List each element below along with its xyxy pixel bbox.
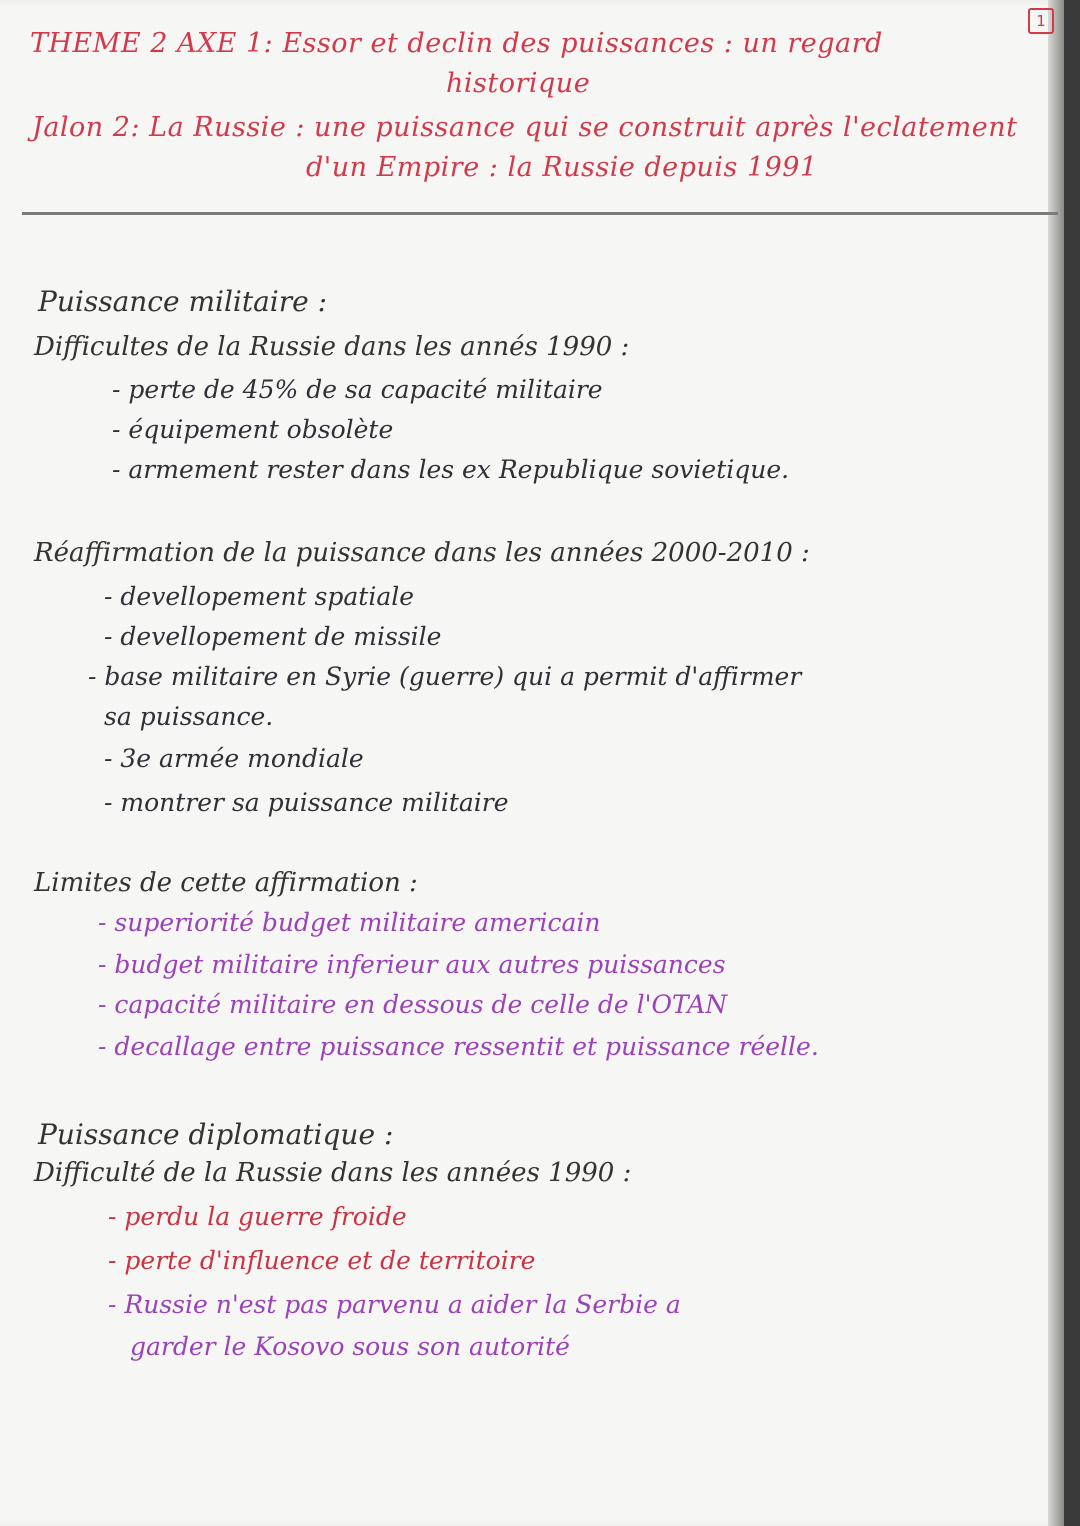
list-item: garder le Kosovo sous son autorité — [130, 1332, 570, 1361]
header-empire-line: d'un Empire : la Russie depuis 1991 — [306, 152, 818, 183]
list-item: - decallage entre puissance ressentit et puissance réelle. — [98, 1032, 819, 1061]
list-item: sa puissance. — [104, 702, 274, 731]
list-item: - montrer sa puissance militaire — [104, 788, 509, 817]
list-item: - équipement obsolète — [112, 415, 394, 444]
heading-difficulties-1990: Difficultes de la Russie dans les annés 1990 : — [34, 332, 630, 362]
heading-diplomatic-difficulties: Difficulté de la Russie dans les années 1990 : — [34, 1158, 632, 1188]
heading-limits: Limites de cette affirmation : — [34, 868, 418, 898]
list-item: - superiorité budget militaire americain — [98, 908, 601, 937]
page-edge-shadow — [1048, 0, 1064, 1526]
list-item: - perdu la guerre froide — [108, 1202, 407, 1231]
list-item: - perte d'influence et de territoire — [108, 1246, 536, 1275]
list-item: - devellopement de missile — [104, 622, 442, 651]
section-title-diplomatic: Puissance diplomatique : — [38, 1118, 394, 1151]
header-divider — [22, 212, 1058, 215]
list-item: - capacité militaire en dessous de celle de l'OTAN — [98, 990, 728, 1019]
list-item: - armement rester dans les ex Republique sovietique. — [112, 455, 790, 484]
header-jalon-line: Jalon 2: La Russie : une puissance qui se construit après l'eclatement — [32, 112, 1018, 143]
list-item: - budget militaire inferieur aux autres puissances — [98, 950, 726, 979]
header-historique-line: historique — [446, 68, 591, 99]
list-item: - base militaire en Syrie (guerre) qui a permit d'affirmer — [88, 662, 802, 691]
list-item: - devellopement spatiale — [104, 582, 415, 611]
list-item: - Russie n'est pas parvenu a aider la Serbie a — [108, 1290, 681, 1319]
section-title-military: Puissance militaire : — [38, 285, 328, 318]
list-item: - perte de 45% de sa capacité militaire — [112, 375, 603, 404]
header-theme-line: THEME 2 AXE 1: Essor et declin des puissances : un regard — [30, 28, 883, 59]
page-number-badge: 1 — [1028, 8, 1054, 34]
heading-reaffirmation: Réaffirmation de la puissance dans les années 2000-2010 : — [34, 538, 810, 568]
list-item: - 3e armée mondiale — [104, 744, 364, 773]
